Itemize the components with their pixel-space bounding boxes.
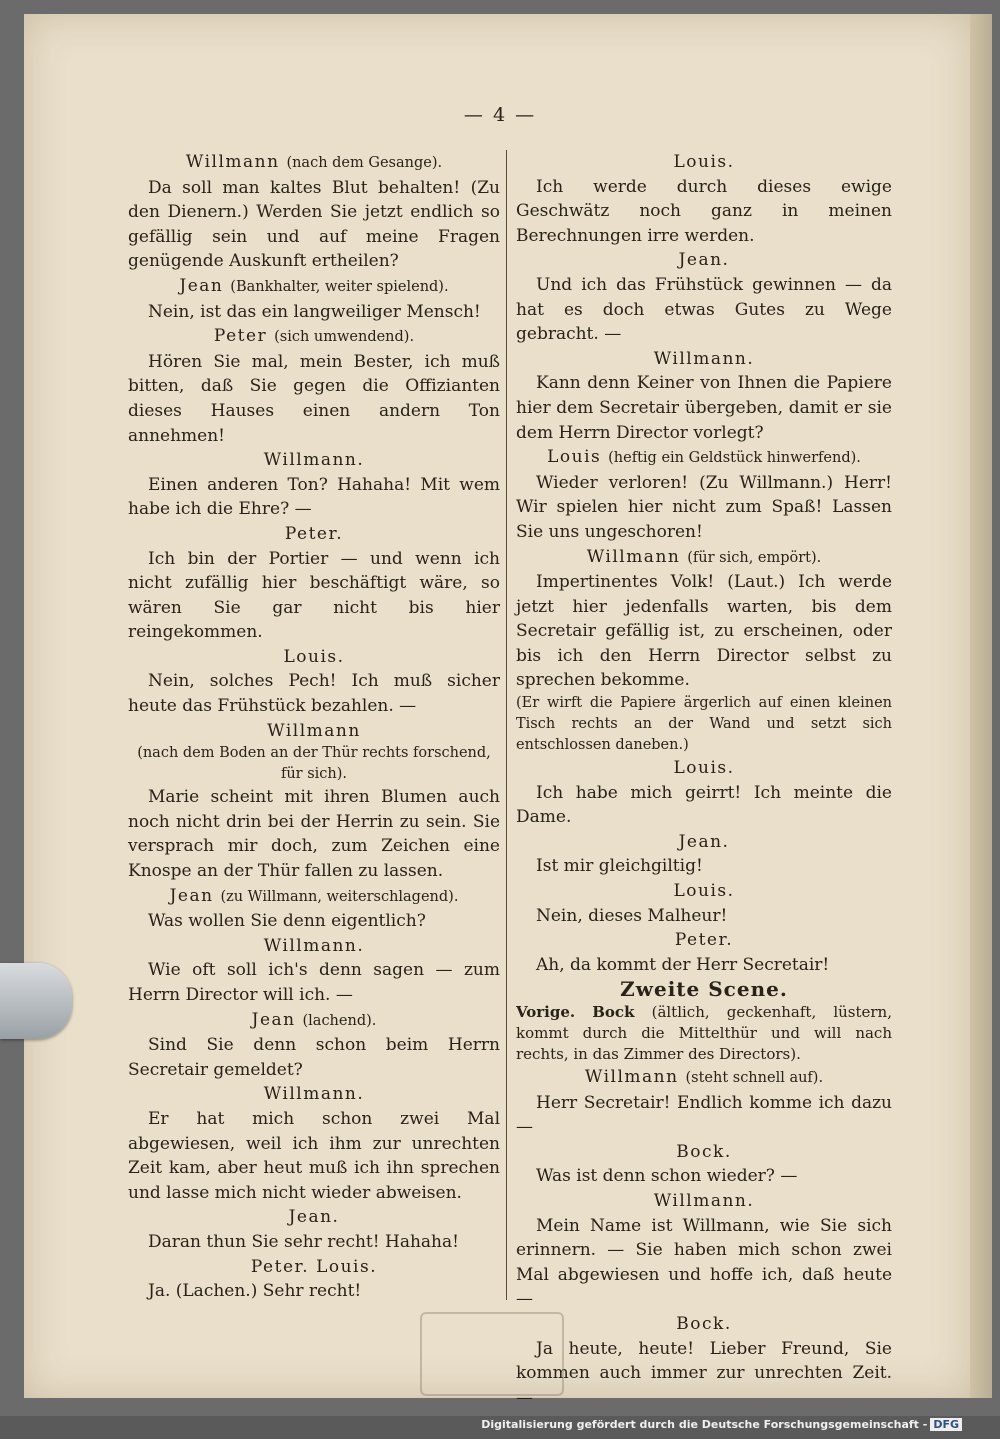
speaker-name: Peter bbox=[213, 326, 268, 347]
dialogue-text: Mein Name ist Willmann, wie Sie sich erinnern. — Sie haben mich schon zwei Mal abgewiesen und hoffe ich, daß heute — bbox=[516, 1215, 892, 1310]
speaker-line bbox=[128, 645, 500, 670]
speaker-line bbox=[128, 884, 500, 910]
stage-direction: (für sich, empört). bbox=[687, 549, 822, 566]
speaker-name: Louis bbox=[547, 447, 602, 468]
speaker-name: Bock. bbox=[676, 1313, 732, 1334]
speaker-line bbox=[516, 1189, 892, 1214]
page-edge bbox=[970, 14, 992, 1398]
speaker-line bbox=[516, 1312, 892, 1337]
speaker-name: Bock. bbox=[676, 1141, 732, 1162]
dialogue-text: Herr Secretair! Endlich komme ich dazu — bbox=[516, 1092, 892, 1138]
speaker-line bbox=[128, 448, 500, 473]
dialogue-text: Ja heute, heute! Lieber Freund, Sie kommen auch immer zur unrechten Zeit. — bbox=[516, 1338, 892, 1408]
speaker-name: Louis. bbox=[673, 881, 735, 902]
stage-direction: (heftig ein Geldstück hinwerfend). bbox=[608, 450, 861, 467]
dialogue-text: Sind Sie denn schon beim Herrn Secretair gemeldet? bbox=[128, 1035, 500, 1080]
speaker-line bbox=[516, 347, 892, 372]
speaker-name: Louis. bbox=[673, 152, 735, 172]
speaker-name: Willmann bbox=[584, 1067, 679, 1087]
binder-clip bbox=[0, 963, 72, 1039]
right-column bbox=[516, 150, 892, 1410]
dialogue-text: Nein, solches Pech! Ich muß sicher heute das Frühstück bezahlen. — bbox=[128, 671, 500, 717]
speaker-line bbox=[128, 1205, 500, 1230]
speaker-name: Willmann. bbox=[263, 1084, 365, 1105]
dialogue-text: Ja. (Lachen.) Sehr recht! bbox=[148, 1281, 362, 1302]
speaker-name: Willmann. bbox=[263, 450, 365, 471]
page-number: — 4 — bbox=[463, 104, 537, 126]
speaker-name: Jean bbox=[169, 885, 214, 906]
dialogue-text: Impertinentes Volk! (Laut.) Ich werde jetzt hier jedenfalls warten, bis dem Secretair gefällig ist, zu erscheinen, oder bis ich den Herrn Director selbst zu sprechen bekomme. bbox=[516, 572, 892, 691]
dialogue-text: Wieder verloren! (Zu Willmann.) Herr! Wir spielen hier nicht zum Spaß! Lassen Sie uns ungeschoren! bbox=[516, 472, 892, 542]
speaker-line bbox=[516, 928, 892, 953]
speaker-line bbox=[128, 934, 500, 959]
footer-text: Digitalisierung gefördert durch die Deutsche Forschungsgemeinschaft - bbox=[481, 1418, 928, 1431]
speaker-name: Peter. bbox=[674, 930, 734, 951]
speaker-name: Willmann bbox=[185, 152, 280, 172]
left-column bbox=[128, 150, 500, 1304]
speaker-name: Willmann. bbox=[653, 348, 755, 369]
column-divider bbox=[506, 150, 507, 1300]
dialogue-text: Nein, ist das ein langweiliger Mensch! bbox=[148, 301, 481, 322]
speaker-line bbox=[128, 1082, 500, 1107]
dialogue-text: Hören Sie mal, mein Bester, ich muß bitten, daß Sie gegen die Offizianten dieses Hauses einen andern Ton annehmen! bbox=[128, 351, 500, 446]
dialogue-text: Marie scheint mit ihren Blumen auch noch nicht drin bei der Herrin zu sein. Sie versprach mir doch, zum Zeichen eine Knospe an der Thür fallen zu lassen. bbox=[128, 787, 500, 882]
speaker-line bbox=[516, 1065, 892, 1091]
dialogue-text: Kann denn Keiner von Ihnen die Papiere hier dem Secretair übergeben, damit er sie dem Herrn Director vorlegt? bbox=[516, 373, 892, 443]
speaker-line bbox=[516, 545, 892, 571]
stage-direction: (lachend). bbox=[302, 1012, 377, 1029]
stage-direction: (Er wirft die Papiere ärgerlich auf einen kleinen Tisch rechts an der Wand und setzt sich entschlossen daneben.) bbox=[516, 695, 892, 754]
speaker-line bbox=[516, 830, 892, 855]
stage-direction: (nach dem Boden an der Thür rechts forschend, für sich). bbox=[137, 745, 491, 783]
dialogue-text: Ah, da kommt der Herr Secretair! bbox=[536, 954, 830, 975]
stage-direction: (zu Willmann, weiterschlagend). bbox=[220, 888, 459, 905]
speaker-name: Jean. bbox=[678, 831, 730, 852]
dialogue-text: Ich habe mich geirrt! Ich meinte die Dame. bbox=[516, 782, 892, 828]
speaker-name: Jean bbox=[179, 275, 224, 296]
speaker-line bbox=[128, 274, 500, 300]
speaker-line bbox=[516, 150, 892, 175]
speaker-name: Peter. Louis. bbox=[250, 1256, 378, 1277]
stage-direction: (steht schnell auf). bbox=[685, 1070, 824, 1086]
speaker-name: Willmann. bbox=[653, 1190, 755, 1211]
characters-label: Vorige. bbox=[516, 1003, 576, 1021]
dialogue-text: Einen anderen Ton? Hahaha! Mit wem habe ich die Ehre? — bbox=[128, 474, 500, 520]
dialogue-text: Wie oft soll ich's denn sagen — zum Herrn Director will ich. — bbox=[128, 960, 500, 1005]
speaker-line bbox=[128, 1008, 500, 1034]
speaker-name: Louis. bbox=[673, 758, 735, 779]
library-stamp bbox=[420, 1312, 564, 1396]
speaker-line bbox=[516, 756, 892, 781]
stage-direction: (sich umwendend). bbox=[274, 329, 415, 346]
speaker-name: Willmann. bbox=[263, 935, 365, 956]
speaker-line bbox=[516, 1140, 892, 1165]
character-description: (ältlich, geckenhaft, lüstern, kommt durch die Mittelthür und will nach rechts, in das Zimmer des Directors). bbox=[516, 1003, 892, 1063]
speaker-name: Jean. bbox=[678, 250, 730, 271]
speaker-name: Willmann bbox=[267, 720, 361, 741]
speaker-name: Louis. bbox=[283, 646, 345, 667]
dialogue-text: Nein, dieses Malheur! bbox=[536, 905, 728, 926]
dialogue-text: Und ich das Frühstück gewinnen — da hat es doch etwas Gutes zu Wege gebracht. — bbox=[516, 274, 892, 345]
speaker-line bbox=[516, 445, 892, 471]
dfg-logo: DFG bbox=[930, 1418, 962, 1431]
stage-direction: (Bankhalter, weiter spielend). bbox=[230, 278, 449, 295]
speaker-line bbox=[128, 522, 500, 547]
dialogue-text: Daran thun Sie sehr recht! Hahaha! bbox=[148, 1231, 459, 1252]
speaker-line bbox=[128, 150, 500, 176]
dialogue-text: Ist mir gleichgiltig! bbox=[536, 856, 703, 877]
character-name: Bock bbox=[592, 1003, 635, 1021]
scene-description bbox=[516, 1002, 892, 1065]
speaker-name: Jean. bbox=[288, 1207, 340, 1228]
speaker-line bbox=[128, 324, 500, 350]
dialogue-text: Ich bin der Portier — und wenn ich nicht zufällig hier beschäftigt wäre, so wären Sie gar nicht bis hier reingekommen. bbox=[128, 548, 500, 643]
dialogue-text: Da soll man kaltes Blut behalten! (Zu den Dienern.) Werden Sie jetzt endlich so gefällig sein und auf meine Fragen genügende Auskunft ertheilen? bbox=[128, 177, 500, 272]
speaker-line bbox=[128, 1255, 500, 1280]
speaker-name: Peter. bbox=[284, 523, 344, 544]
speaker-line bbox=[516, 879, 892, 904]
speaker-name: Jean bbox=[251, 1009, 296, 1030]
speaker-line bbox=[516, 248, 892, 273]
dialogue-text: Was wollen Sie denn eigentlich? bbox=[148, 911, 426, 932]
dialogue-text: Er hat mich schon zwei Mal abgewiesen, weil ich ihm zur unrechten Zeit kam, aber heut muß ich ihn sprechen und lasse mich nicht wieder abweisen. bbox=[128, 1108, 500, 1203]
speaker-name: Willmann bbox=[586, 546, 681, 567]
dialogue-text: Ich werde durch dieses ewige Geschwätz noch ganz in meinen Berechnungen irre werden. bbox=[516, 176, 892, 246]
stage-direction: (nach dem Gesange). bbox=[286, 155, 443, 171]
footer-credit bbox=[481, 1418, 962, 1431]
scene-title: Zweite Scene. bbox=[620, 977, 788, 1002]
speaker-line bbox=[128, 719, 500, 744]
dialogue-text: Was ist denn schon wieder? — bbox=[536, 1166, 798, 1187]
